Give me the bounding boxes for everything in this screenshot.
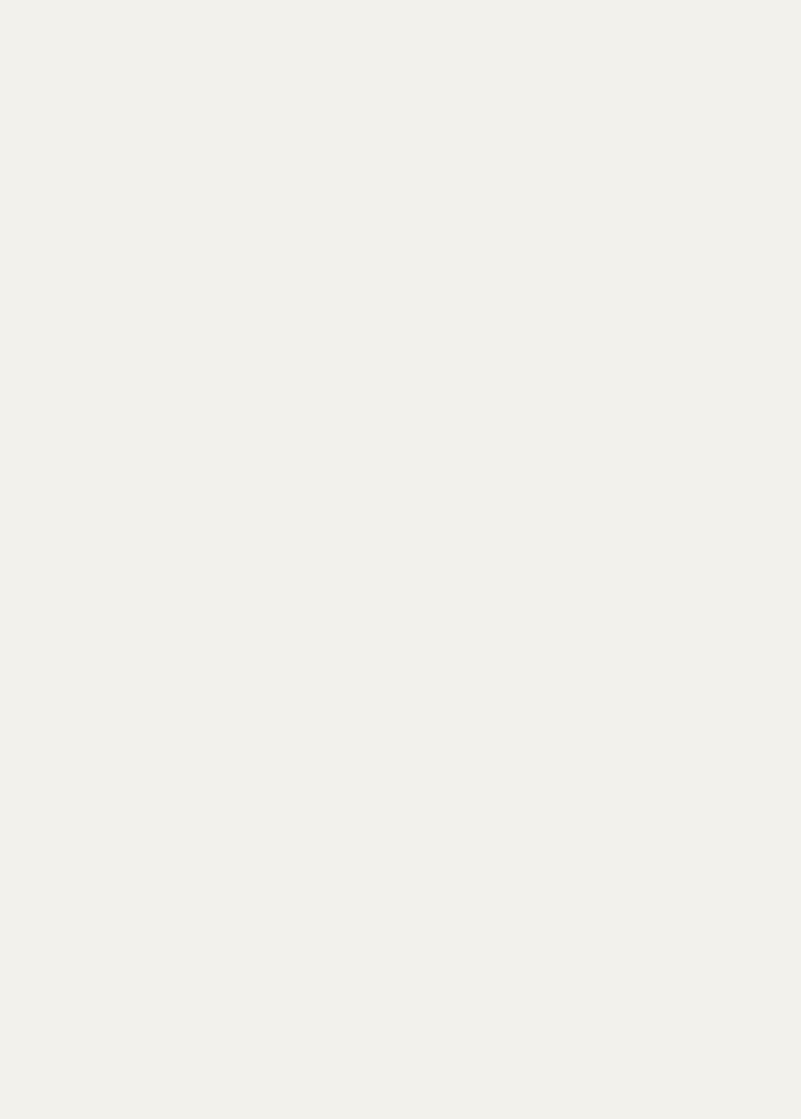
chapter1-heading <box>32 78 775 98</box>
page-header <box>0 22 801 52</box>
